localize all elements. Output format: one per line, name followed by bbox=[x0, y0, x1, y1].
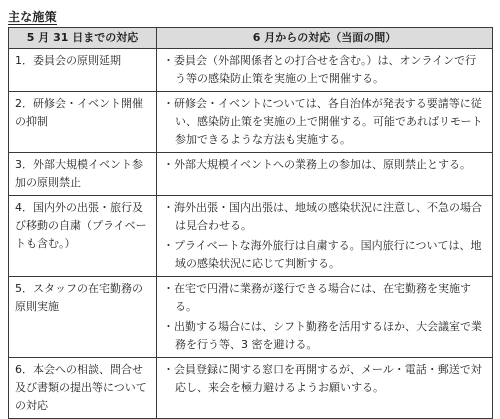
measure-item: 4．国内外の出張・旅行及び移動の自粛（プライベートも含む。） bbox=[9, 196, 157, 277]
measure-response bbox=[157, 196, 493, 277]
section-title: 主な施策 bbox=[8, 10, 57, 24]
response-line: ・委員会（外部関係者との打合せを含む。）は、オンラインで行う等の感染防止策を実施の上で開催する。 bbox=[163, 54, 477, 85]
table-row bbox=[9, 277, 493, 358]
table-row bbox=[9, 92, 493, 153]
table-row bbox=[9, 358, 493, 419]
table-row bbox=[9, 49, 493, 92]
measure-response bbox=[157, 358, 493, 419]
response-line: ・プライベートな海外旅行は自粛する。国内旅行については、地域の感染状況に応じて判断する。 bbox=[163, 239, 482, 270]
response-line: ・外部大規模イベントへの業務上の参加は、原則禁止とする。 bbox=[163, 158, 471, 171]
measure-item: 5．スタッフの在宅勤務の原則実施 bbox=[9, 277, 157, 358]
table-row bbox=[9, 196, 493, 277]
response-line: ・在宅で円滑に業務が遂行できる場合には、在宅勤務を実施する。 bbox=[163, 282, 471, 313]
header-from-june: 6 月からの対応（当面の間） bbox=[157, 28, 493, 49]
measure-response bbox=[157, 277, 493, 358]
measure-item: 6．本会への相談、問合せ及び書類の提出等についての対応 bbox=[9, 358, 157, 419]
response-line: ・海外出張・国内出張は、地域の感染状況に注意し、不急の場合は見合わせる。 bbox=[163, 201, 482, 232]
header-row bbox=[9, 28, 493, 49]
table-header bbox=[9, 28, 493, 49]
table-row bbox=[9, 153, 493, 196]
measure-item: 3．外部大規模イベント参加の原則禁止 bbox=[9, 153, 157, 196]
table-body bbox=[9, 49, 493, 419]
measure-response bbox=[157, 92, 493, 153]
response-line: ・出勤する場合には、シフト勤務を活用するほか、大会議室で業務を行う等、3 密を避ける。 bbox=[163, 320, 482, 351]
header-until-may31: 5 月 31 日までの対応 bbox=[9, 28, 157, 49]
response-line: ・研修会・イベントについては、各自治体が発表する要請等に従い、感染防止策を実施の上で開催する。可能であればリモート参加できるような方法も実施する。 bbox=[163, 97, 483, 146]
measure-response bbox=[157, 49, 493, 92]
measures-table bbox=[8, 27, 493, 419]
measure-response bbox=[157, 153, 493, 196]
measure-item: 2．研修会・イベント開催の抑制 bbox=[9, 92, 157, 153]
response-line: ・会員登録に関する窓口を再開するが、メール・電話・郵送で対応し、来会を極力避けるようお願いする。 bbox=[163, 363, 482, 394]
measure-item: 1．委員会の原則延期 bbox=[9, 49, 157, 92]
